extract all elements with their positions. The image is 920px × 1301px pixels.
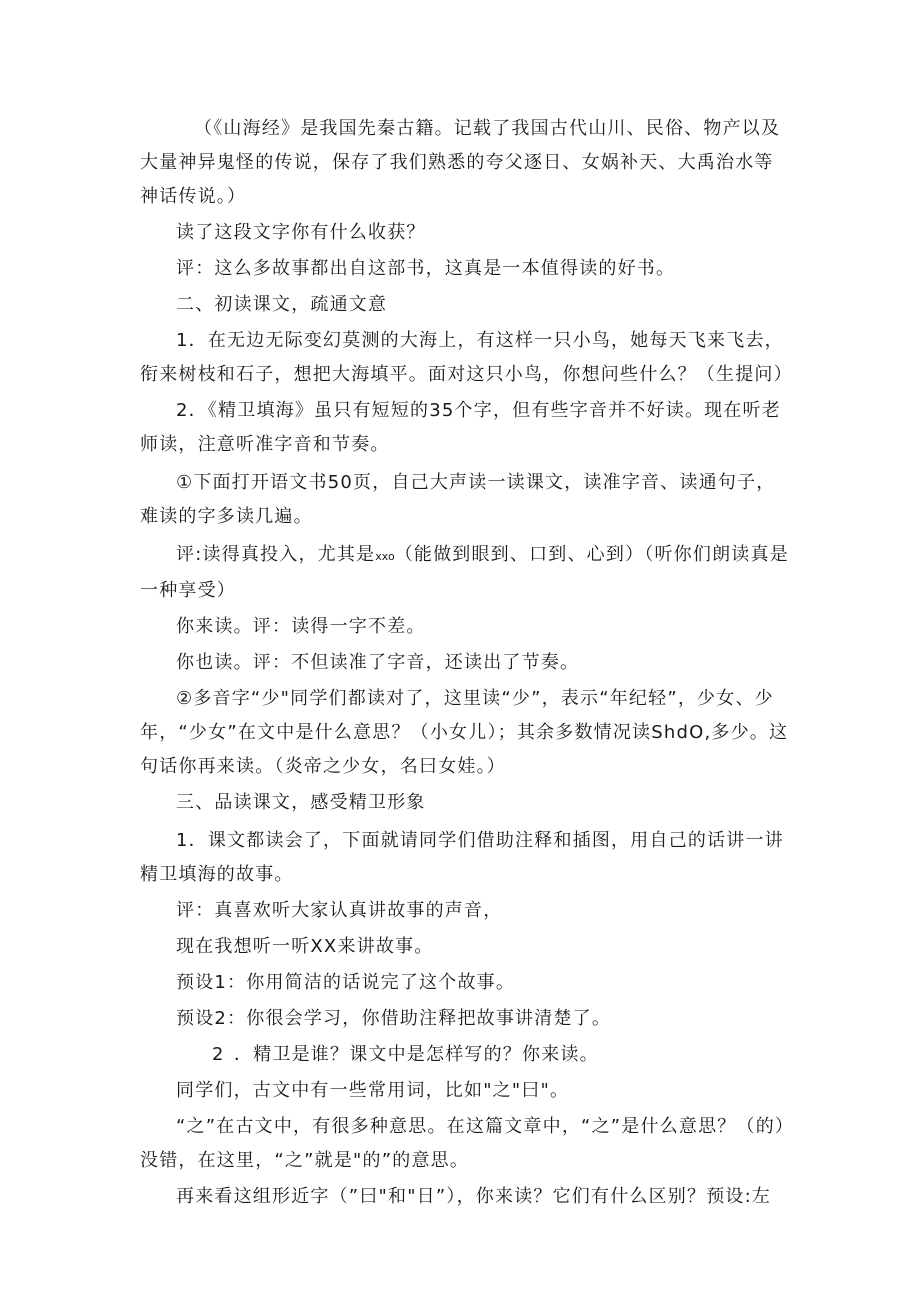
comment-reading-end: （能做到眼到、口到、心到）（听你们朗读真是一种享受） [140, 544, 789, 601]
comment-reading-xxo: xxo [375, 550, 395, 563]
paragraph-preset-1: 预设1：你用简洁的话说完了这个故事。 [176, 972, 516, 993]
paragraph-step-1-bird: 1．在无边无际变幻莫测的大海上，有这样一只小鸟，她每天飞来飞去，衔来树枝和石子，想把大海填平。面对这只小鸟，你想问些什么？（生提问） [140, 330, 793, 385]
paragraph-step-2-listen: 2．《精卫填海》虽只有短短的35个字，但有些字音并不好读。现在听老师读，注意听准字音和节奏。 [140, 400, 781, 455]
paragraph-comment-story-voice: 评：真喜欢听大家认真讲故事的声音， [176, 900, 503, 921]
paragraph-you-read: 你来读。评：读得一字不差。 [176, 616, 426, 637]
paragraph-question-gain: 读了这段文字你有什么收获？ [176, 222, 426, 243]
step-2-question: ．精卫是谁？课文中是怎样写的？你来读。 [234, 1044, 599, 1065]
section-heading-first-reading: 二、初读课文，疏通文意 [176, 294, 388, 315]
paragraph-comment-reading [140, 538, 790, 608]
paragraph-step-2-jingwei [140, 1038, 790, 1072]
document-body [140, 112, 793, 1214]
paragraph-shanhaijing-intro: （《山海经》是我国先秦古籍。记载了我国古代山川、民俗、物产以及大量神异鬼怪的传说，保存了我们熟悉的夸父逐日、女娲补天、大禹治水等神话传说。） [140, 118, 781, 207]
paragraph-common-words: 同学们，古文中有一些常用词，比如"之"曰"。 [176, 1080, 570, 1101]
step-2-number: 2 [212, 1044, 225, 1065]
paragraph-preset-2: 预设2：你很会学习，你借助注释把故事讲清楚了。 [176, 1008, 612, 1029]
paragraph-zhi-meaning: “之”在古文中，有很多种意思。在这篇文章中，“之”是什么意思？（的）没错，在这里，“之”就是"的”的意思。 [140, 1116, 786, 1171]
paragraph-xx-tell-story: 现在我想听一听XX来讲故事。 [176, 936, 434, 957]
paragraph-polyphonic-shao: ②多音字“少"同学们都读对了，这里读“少”，表示“年纪轻”，少女、少年，“少女”在文中是什么意思？（小女儿）；其余多数情况读ShdO,多少。这句话你再来读。（炎帝之少女，名曰女娃。） [140, 688, 789, 777]
comment-reading-start: 评:读得真投入，尤其是 [176, 544, 376, 565]
paragraph-comment-good-book: 评：这么多故事都出自这部书，这真是一本值得读的好书。 [176, 258, 676, 279]
paragraph-read-page-50: ①下面打开语文书50页，自己大声读一读课文，读准字音、读通句子，难读的字多读几遍。 [140, 472, 776, 527]
paragraph-similar-characters: 再来看这组形近字（”曰"和"日”），你来读？它们有什么区别？预设:左 [176, 1186, 772, 1207]
section-heading-character: 三、品读课文，感受精卫形象 [176, 792, 426, 813]
paragraph-you-also-read: 你也读。评：不但读准了字音，还读出了节奏。 [176, 652, 580, 673]
paragraph-retell-story: 1．课文都读会了，下面就请同学们借助注释和插图，用自己的话讲一讲精卫填海的故事。 [140, 830, 784, 885]
